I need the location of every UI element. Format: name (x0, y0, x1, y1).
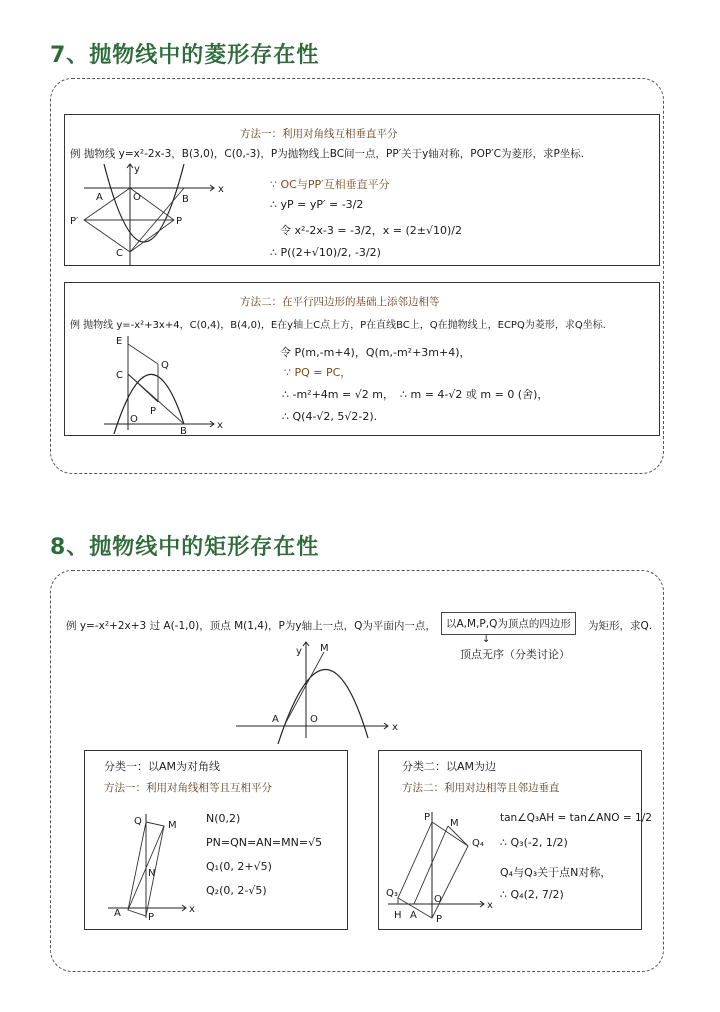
m2-label-x: x (217, 420, 223, 431)
method1-step-2: ∴ yP = yP′ = -3/2 (270, 198, 364, 211)
s8-label-O: O (310, 714, 318, 725)
section8-title: 8、抛物线中的矩形存在性 (50, 535, 320, 560)
case1-graph (100, 806, 200, 924)
method2-graph (100, 330, 230, 437)
m2-label-E: E (116, 336, 123, 347)
m2-label-O: O (130, 414, 138, 425)
c2-label-Q4: Q₄ (472, 838, 484, 849)
method2-step-2: ∵ PQ = PC， (284, 366, 352, 379)
method2-step-5: ∴ Q(4-√2, 5√2-2). (282, 410, 378, 423)
case1-step-4: Q₂(0, 2-√5) (206, 884, 267, 897)
c1-label-P: P (148, 912, 155, 923)
method1-step-3: 令 x²-2x-3 = -3/2，x = (2±√10)/2 (280, 224, 462, 237)
c2-label-H: H (394, 910, 402, 921)
s8-label-A: A (272, 714, 279, 725)
case2-title: 分类二：以AM为边 (402, 760, 497, 773)
m2-label-C: C (116, 370, 123, 381)
case2-method: 方法二：利用对边相等且邻边垂直 (402, 782, 560, 794)
c1-label-N: N (148, 868, 156, 879)
m1-label-x: x (218, 184, 224, 195)
c2-label-P-bottom: P (436, 914, 443, 925)
c1-label-x: x (189, 904, 195, 915)
method2-problem: 例 抛物线 y=-x²+3x+4，C(0,4)，B(4,0)，E在y轴上C点上方，P在直线BC上，Q在抛物线上，ECPQ为菱形，求Q坐标. (70, 320, 606, 331)
c1-label-Q: Q (134, 816, 142, 827)
m1-label-C: C (116, 248, 123, 259)
s8-label-M: M (320, 643, 329, 654)
s8-label-x: x (392, 722, 398, 733)
case1-step-1: N(0,2) (206, 812, 241, 825)
case2-graph (384, 806, 499, 924)
method2-label: 方法二：在平行四边形的基础上添邻边相等 (240, 296, 440, 308)
case1-step-3: Q₁(0, 2+√5) (206, 860, 272, 873)
case1-title: 分类一：以AM为对角线 (104, 760, 221, 773)
s8-problem-box: 以A,M,P,Q为顶点的四边形 (441, 612, 576, 635)
method2-step-1: 令 P(m,-m+4)，Q(m,-m²+3m+4)， (280, 346, 471, 359)
case1-step-2: PN=QN=AN=MN=√5 (206, 836, 323, 849)
m2-label-Q: Q (161, 360, 169, 371)
c2-label-A: A (410, 910, 417, 921)
method2-step-3: ∴ -m²+4m = √2 m， (282, 388, 394, 401)
m1-label-Pprime: P′ (70, 216, 79, 227)
m1-label-B: B (182, 194, 189, 205)
c1-label-A: A (114, 908, 121, 919)
m2-label-P: P (150, 406, 157, 417)
method1-step-4: ∴ P((2+√10)/2, -3/2) (270, 246, 381, 259)
case1-method: 方法一：利用对角线相等且互相平分 (104, 782, 272, 794)
c2-label-O: O (434, 894, 442, 905)
m1-label-A: A (96, 192, 103, 203)
c1-label-M: M (168, 820, 177, 831)
section7-title: 7、抛物线中的菱形存在性 (50, 43, 320, 68)
case2-step-3: Q₄与Q₃关于点N对称， (500, 866, 612, 879)
s8-problem-tail: 为矩形，求Q. (588, 620, 653, 632)
method1-label: 方法一：利用对角线互相垂直平分 (240, 128, 398, 140)
method2-step-4: ∴ m = 4-√2 或 m = 0 (舍)， (400, 388, 549, 401)
method1-problem: 例 抛物线 y=x²-2x-3，B(3,0)，C(0,-3)，P为抛物线上BC间一点，PP′关于y轴对称，POP′C为菱形，求P坐标. (70, 148, 585, 160)
c2-label-x: x (487, 900, 493, 911)
c2-label-P-top: P (424, 812, 431, 823)
case2-step-4: ∴ Q₄(2, 7/2) (500, 888, 564, 901)
s8-label-y: y (296, 646, 302, 657)
method1-step-1: ∵ OC与PP′互相垂直平分 (270, 178, 390, 191)
m1-label-y: y (134, 164, 140, 175)
c2-label-M: M (450, 818, 459, 829)
c2-label-Q3: Q₃ (386, 888, 398, 899)
case2-step-2: ∴ Q₃(-2, 1/2) (500, 836, 568, 849)
s8-note: 顶点无序（分类讨论） (460, 648, 570, 661)
m1-label-O: O (133, 192, 141, 203)
s8-problem: 例 y=-x²+2x+3 过 A(-1,0)，顶点 M(1,4)，P为y轴上一点，Q为平面内一点， (66, 620, 436, 632)
m1-label-P: P (176, 216, 183, 227)
method1-graph (64, 160, 264, 268)
s8-main-graph (232, 640, 412, 740)
case2-step-1: tan∠Q₃AH = tan∠ANO = 1/2 (500, 812, 652, 824)
m2-label-B: B (180, 426, 187, 437)
